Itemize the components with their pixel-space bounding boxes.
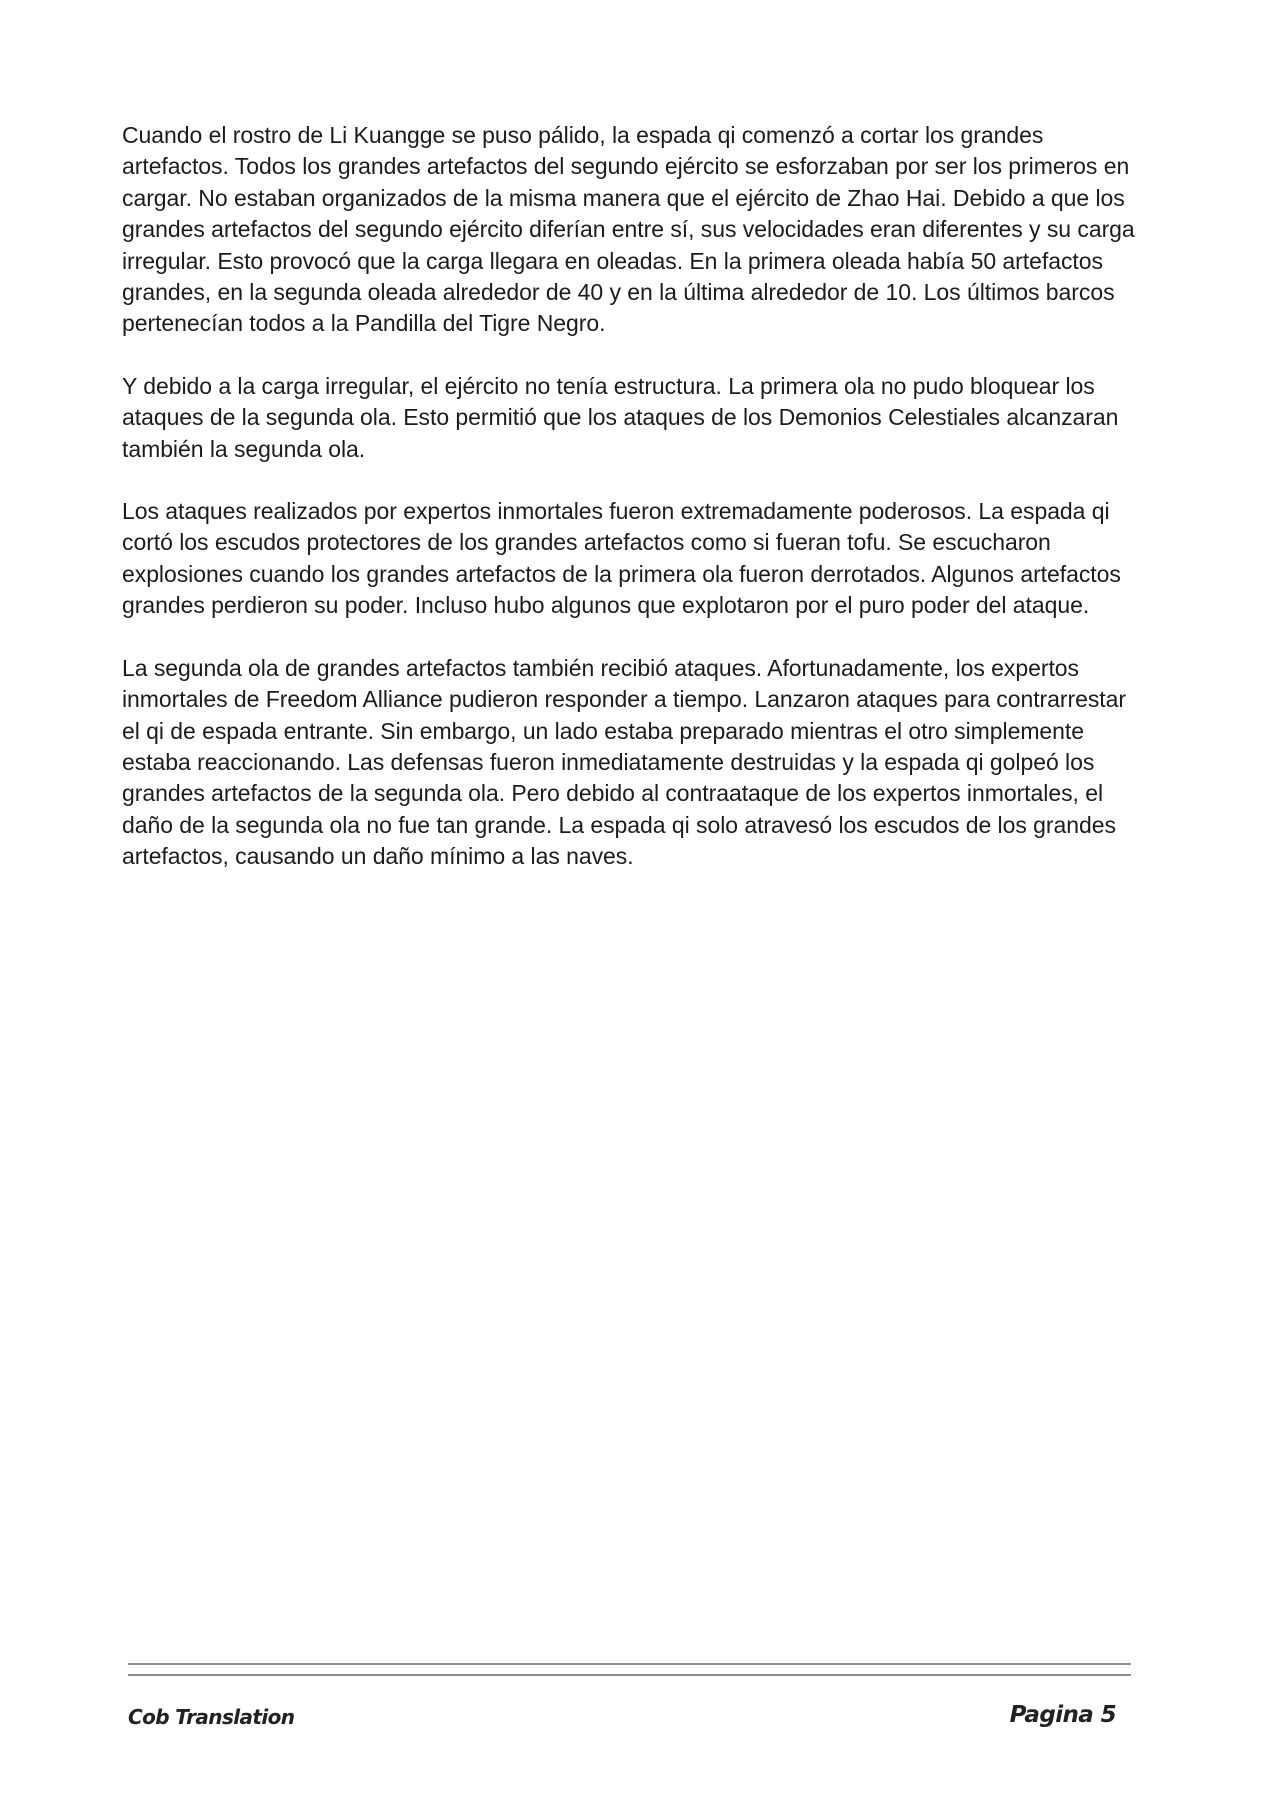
document-body — [122, 120, 1142, 904]
paragraph-4: La segunda ola de grandes artefactos también recibió ataques. Afortunadamente, los expertos inmortales de Freedom Alliance pudieron responder a tiempo. Lanzaron ataques para contrarrestar el qi de espada entrante. Sin embargo, un lado estaba preparado mientras el otro simplemente estaba reaccionando. Las defensas fueron inmediatamente destruidas y la espada qi golpeó los grandes artefactos de la segunda ola. Pero debido al contraataque de los expertos inmortales, el daño de la segunda ola no fue tan grande. La espada qi solo atravesó los escudos de los grandes artefactos, causando un daño mínimo a las naves. — [122, 654, 1126, 870]
paragraph-2: Y debido a la carga irregular, el ejército no tenía estructura. La primera ola no pudo bloquear los ataques de la segunda ola. Esto permitió que los ataques de los Demonios Celestiales alcanzaran también la segunda ola. — [122, 372, 1119, 462]
footer-divider-top — [128, 1663, 1131, 1665]
footer-divider-bottom — [128, 1674, 1131, 1676]
paragraph-1: Cuando el rostro de Li Kuangge se puso pálido, la espada qi comenzó a cortar los grandes artefactos. Todos los grandes artefactos del segundo ejército se esforzaban por ser los primeros en cargar. No estaban organizados de la misma manera que el ejército de Zhao Hai. Debido a que los grandes artefactos del segundo ejército diferían entre sí, sus velocidades eran diferentes y su carga irregular. Esto provocó que la carga llegara en oleadas. En la primera oleada había 50 artefactos grandes, en la segunda oleada alrededor de 40 y en la última alrededor de 10. Los últimos barcos pertenecían todos a la Pandilla del Tigre Negro. — [122, 122, 1135, 337]
paragraph-3: Los ataques realizados por expertos inmortales fueron extremadamente poderosos. La espada qi cortó los escudos protectores de los grandes artefactos como si fueran tofu. Se escucharon explosiones cuando los grandes artefactos de la primera ola fueron derrotados. Algunos artefactos grandes perdieron su poder. Incluso hubo algunos que explotaron por el puro poder del ataque. — [122, 498, 1121, 619]
footer-translator-credit: Cob Translation — [128, 1705, 295, 1729]
footer-page-number: Pagina 5 — [1009, 1702, 1116, 1728]
